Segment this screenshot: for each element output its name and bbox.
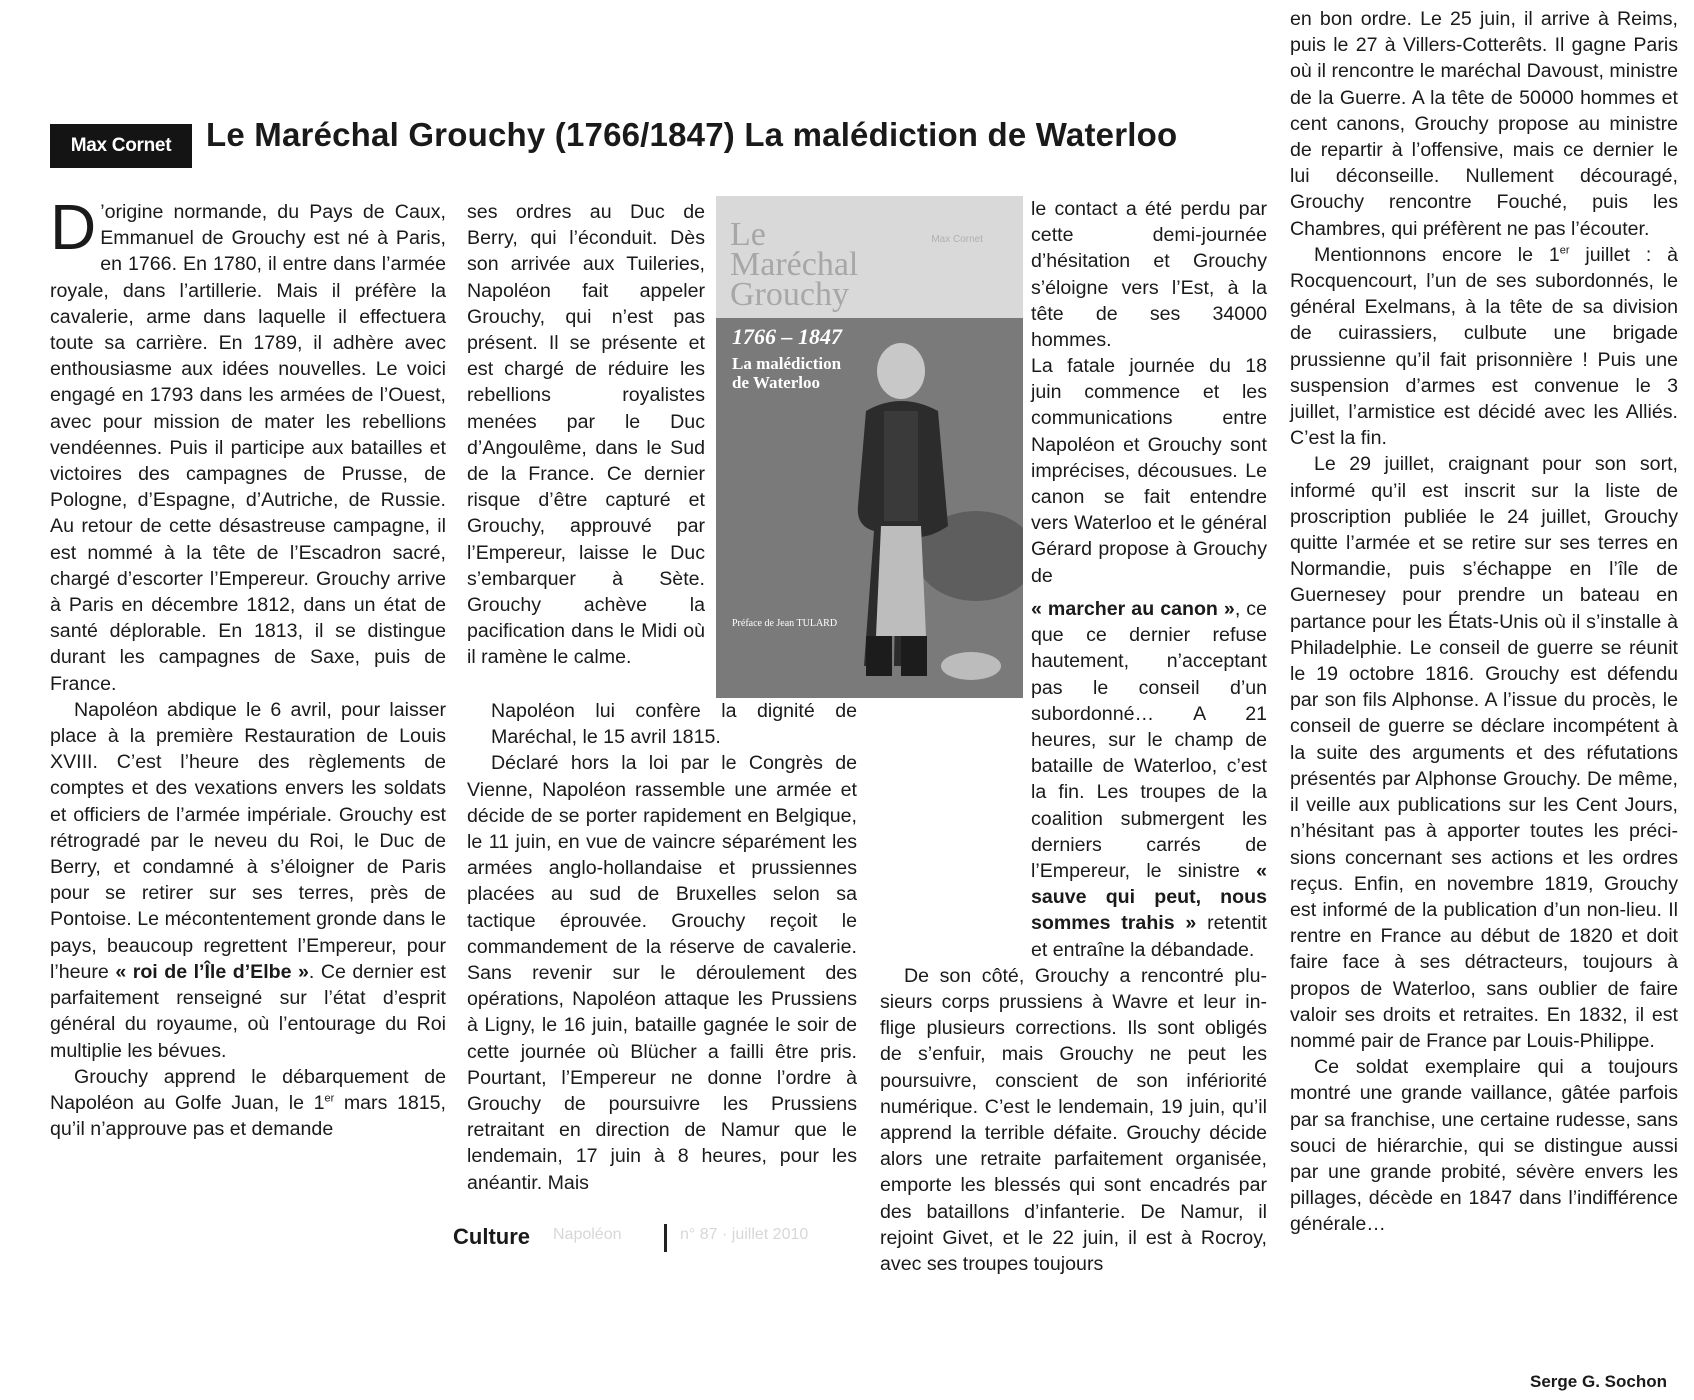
paragraph xyxy=(50,697,446,1064)
paragraph-text: Mentionnons encore le 1 xyxy=(1314,243,1560,266)
paragraph: le contact a été perdu par cette demi-journée d’hésitation et Grouchy s’éloigne vers l’Est, à la tête de ses 34000 hommes. xyxy=(1031,198,1267,352)
footer-issue-info: n° 87 · juillet 2010 xyxy=(680,1226,809,1243)
bold-quote: « roi de l’Île d’Elbe » xyxy=(115,960,309,983)
reviewer-signature: Serge G. Sochon xyxy=(1530,1372,1667,1391)
footer-section-label: Culture xyxy=(453,1224,530,1249)
article-column-4 xyxy=(1290,6,1678,1238)
article-title: Le Maréchal Grouchy (1766/1847) La malédiction de Waterloo xyxy=(206,116,1178,153)
cover-title-line: Le xyxy=(730,216,766,253)
cover-subtitle xyxy=(732,354,841,392)
article-column-2-top xyxy=(467,199,705,671)
paragraph-text: , ce que ce dernier refuse hautement, n’acceptant pas le conseil d’un subordonné… A 21 heures, sur le champ de bataille de Waterloo, c’est la fin. Les troupes de la coalition submergent les derniers carrés de l’Empereur, le sinistre xyxy=(1031,598,1267,883)
paragraph xyxy=(1290,242,1678,452)
paragraph-text: ’origine normande, du Pays de Caux, Emmanuel de Grouchy est né à Paris, en 1766. En 1780, il entre dans l’armée royale, dans l’artillerie. Mais il préfère la cavalerie, arme dans laquelle il effectuera toute sa carrière. En 1789, il adhère avec enthousiasme aux idées nouvelles. Le voici engagé en 1793 dans les armées de l’Ouest, avec pour mission de mater les rebellions vendéennes. Puis il participe aux batailles et victoires des campagnes de Prusse, de Pologne, d’Espagne, d’Autriche, de Russie. Au retour de cette désastreuse campagne, il est nommé à la tête de l’Escadron sacré, chargé d’escorter l’Empereur. Grouchy arrive à Paris en décembre 1812, dans un état de santé déplorable. En 1813, il se distingue durant les campagnes de Saxe, puis de France. xyxy=(50,201,446,695)
paragraph-text: Grouchy apprend le débarquement de Napoléon au Golfe Juan, le 1 xyxy=(50,1065,446,1114)
superscript: er xyxy=(1559,244,1570,257)
paragraph: en bon ordre. Le 25 juin, il arrive à Reims, puis le 27 à Villers-Cotterêts. Il gagne Paris où il rencontre le maréchal Davoust, ministre de la Guerre. A la tête de 50000 hommes et cent canons, Grouchy propose au ministre de repartir à l’offensive, mais ce dernier le lui déconseille. Nullement découragé, Grouchy rencontre Fouché, puis les Chambres, qui préfèrent ne pas l’écouter. xyxy=(1290,8,1678,240)
paragraph xyxy=(1031,596,1267,963)
paragraph-text: Napoléon abdique le 6 avril, pour laisser place à la première Restauration de Louis XVIII. C’est l’heure des règlements de comptes et des vexations envers les soldats et officiers de l’armée impériale. Grouchy est rétrogradé par le neveu du Roi, le Duc de Berry, et condamné à s’éloigner de Paris pour se retirer sur ses terres, près de Pontoise. Le mécontentement gronde dans le pays, beaucoup regrettent l’Empereur, pour l’heure xyxy=(50,698,446,983)
author-badge: Max Cornet xyxy=(50,124,192,168)
paragraph: Napoléon lui confère la dignité de Maréchal, le 15 avril 1815. xyxy=(491,700,857,749)
paragraph: ses ordres au Duc de Berry, qui l’éconduit. Dès son arrivée aux Tuileries, Napoléon fait appeler Grouchy, qui n’est pas présent. Il se présente et est chargé de réduire les rebellions royalistes menées par le Duc d’Angoulême, dans le Sud de la France. Ce dernier risque d’être capturé et Grouchy, approuvé par l’Empereur, laisse le Duc s’embarquer à Sète. Grouchy achève la pacification dans le Midi où il ramène le calme. xyxy=(467,201,705,669)
paragraph: Déclaré hors la loi par le Congrès de Vienne, Napoléon rassemble une armée et décide de se porter rapidement en Belgique, le 11 juin, en vue de vaincre séparément les armées anglo-hollandaise et prussiennes placées au sud de Bruxelles selon sa tactique éprouvée. Grouchy reçoit le commandement de la réserve de cavalerie. Sans revenir sur le déroulement des opérations, Napoléon attaque les Prussiens à Ligny, le 16 juin, bataille gagnée le soir de cette journée où Blücher a failli être pris. Pourtant, l’Empereur ne donne l’ordre à Grouchy de poursuivre les Prussiens retraitant en direction de Namur que le lendemain, 17 juin à 8 heures, pour les anéantir. Mais xyxy=(467,752,857,1194)
drop-cap: D xyxy=(50,191,97,263)
cover-title-line: Maréchal xyxy=(730,246,859,283)
paragraph xyxy=(1031,353,1267,589)
paragraph-text: . Ce dernier est parfaitement renseigné sur l’état d’esprit général du royaume, où l’entourage du Roi multiplie les bévues. xyxy=(50,960,447,1062)
cover-preface: Préface de Jean TULARD xyxy=(732,618,838,629)
article-column-3-main xyxy=(880,353,1267,589)
paragraph xyxy=(50,1064,446,1143)
paragraph: Ce soldat exemplaire qui a toujours montré une grande vaillance, gâtée parfois par sa franchise, une certaine rudesse, sans souci de hiérarchie, qui se distingue aussi par une grande probité, sévère envers les pillages, décède en 1847 dans l’indifférence générale… xyxy=(1290,1056,1678,1236)
article-column-2-bottom xyxy=(467,698,857,1196)
paragraph: Le 29 juillet, craignant pour son sort, informé qu’il est inscrit sur la liste de proscription publiée le 24 juillet, Grouchy quitte l’armée et se retire sur ses terres en Normandie, puis s’échappe en l’île de Guernesey pour prendre un bateau en partance pour les États-Unis où il s’installe à Philadelphie. Le conseil de guerre se réunit le 19 octobre 1816. Grouchy est défendu par son fils Alphonse. A l’issue du procès, le conseil de guerre se déclare incompétent à la suite des arguments et des réfutations présentés par Alphonse Grouchy. De même, il veille aux publications sur les Cent Jours, n’hésitant pas à apporter toutes les précisions concernant ses actions et les ordres reçus. Enfin, en novembre 1819, Grouchy est informé de la publication d’un non-lieu. Il rentre en France au début de 1820 et doit faire face à ses détracteurs, toujours à propos de Waterloo, sans oublier de faire valoir ses droits et retraites. En 1832, il est nommé pair de France par Louis-Philippe. xyxy=(1290,453,1678,1052)
cover-subtitle-line: de Waterloo xyxy=(732,373,820,392)
paragraph-text: mars 1815, qu’il n’approuve pas et demande xyxy=(50,1091,446,1141)
paragraph-text: juillet : à Rocquencourt, l’un de ses subordonnés, le général Exelmans, à la tête de sa division de cuirassiers, culbute une brigade prussienne qu’il fait prisonnière ! Puis une suspension d’armes est convenue le 3 juillet, l’armistice est décidé avec les Alliés. C’est la fin. xyxy=(1290,243,1678,450)
footer-divider xyxy=(664,1224,667,1252)
cover-title-line: Grouchy xyxy=(730,276,849,313)
footer-magazine-name: Napoléon xyxy=(553,1226,622,1243)
article-column-3-top xyxy=(1031,196,1267,353)
paragraph-text: retentit et entraîne la débandade. xyxy=(1031,912,1267,961)
paragraph xyxy=(50,191,446,697)
article-column-1 xyxy=(50,191,447,1142)
bold-quote: « sauve qui peut, nous sommes trahis » xyxy=(1031,860,1267,935)
cover-author: Max Cornet xyxy=(931,234,983,245)
bold-quote: « marcher au canon » xyxy=(1031,598,1235,620)
paragraph: De son côté, Grouchy a rencontré plusieurs corps prussiens à Wavre et leur inflige plusieurs corrections. Ils sont obligés de s’enfuir, mais Grouchy ne peut les poursuivre, conscient de son infériorité numérique. C’est le lendemain, 19 juin, qu’il apprend la terrible défaite. Grouchy décide alors une retraite parfaitement organisée, emporte les blessés qui sont encadrés par des bataillons d’infanterie. De Namur, il rejoint Givet, et le 22 juin, il est à Rocroy, avec ses troupes toujours xyxy=(880,964,1267,1276)
cover-subtitle-line: La malédiction xyxy=(732,354,842,373)
superscript: er xyxy=(324,1092,335,1105)
cover-years: 1766 – 1847 xyxy=(732,324,842,349)
paragraph-text: La fatale journée du 18 juin commence et les communications entre Napoléon et Grouchy sont imprécises, décousues. Le canon se fait entendre vers Waterloo et le général Gérard propose à Grouchy de xyxy=(1031,355,1267,587)
article-column-3-bottom xyxy=(880,598,1267,1277)
